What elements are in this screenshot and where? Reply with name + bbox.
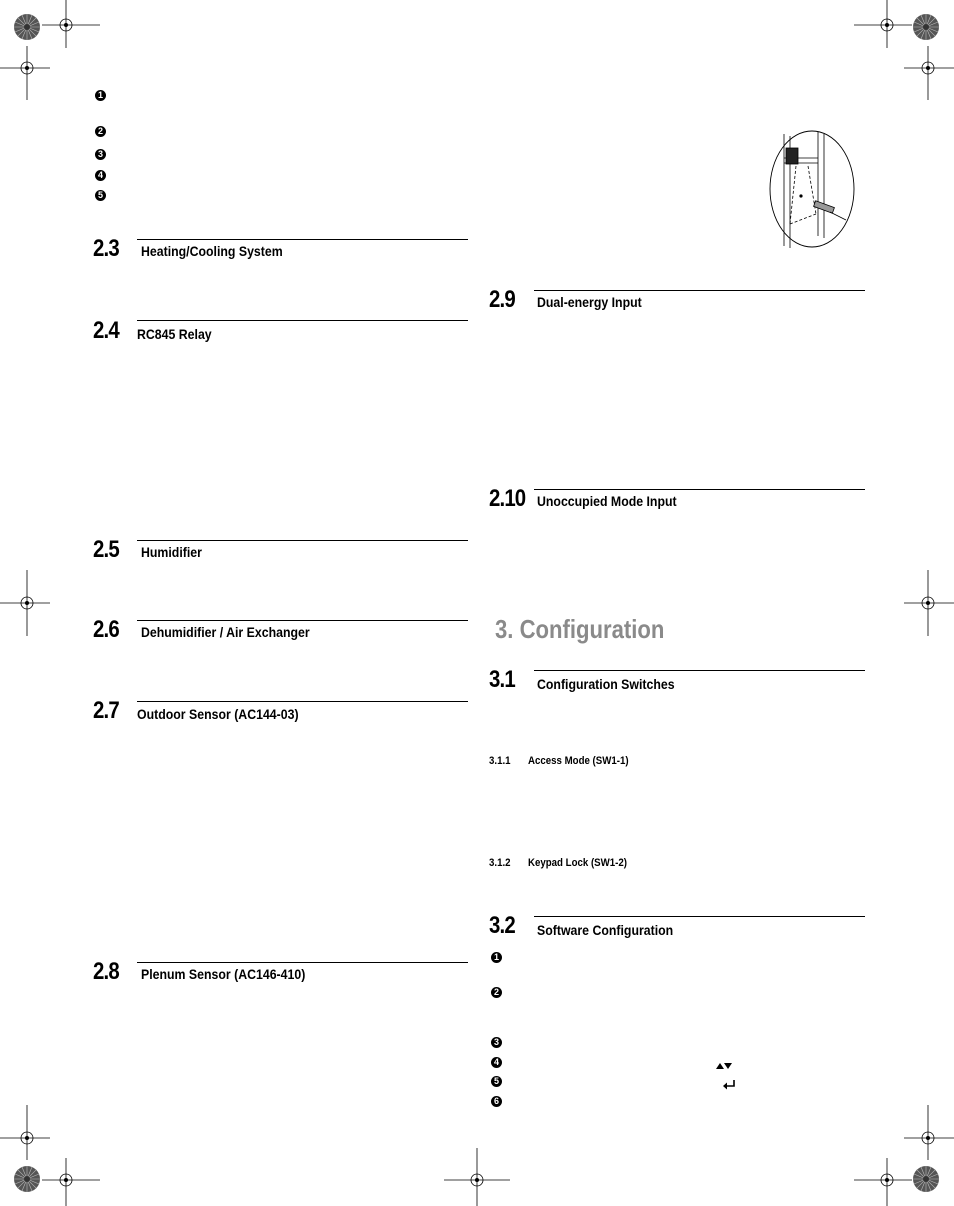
section-rule <box>137 320 468 321</box>
list-bullet: 3 <box>491 1037 502 1048</box>
subsection-title: Access Mode (SW1-1) <box>528 755 629 767</box>
section-number: 2.3 <box>93 235 119 262</box>
section-title: Plenum Sensor (AC146-410) <box>141 966 306 982</box>
section-rule <box>137 962 468 963</box>
list-bullet: 4 <box>95 170 106 181</box>
list-bullet: 5 <box>95 190 106 201</box>
section-title: Outdoor Sensor (AC144-03) <box>137 706 299 722</box>
section-rule <box>137 620 468 621</box>
section-title: Software Configuration <box>537 922 674 938</box>
list-bullet: 6 <box>491 1096 502 1107</box>
list-bullet: 2 <box>95 126 106 137</box>
chapter-title: 3. Configuration <box>495 614 665 644</box>
subsection-title: Keypad Lock (SW1-2) <box>528 857 627 869</box>
list-bullet: 1 <box>95 90 106 101</box>
section-title: Heating/Cooling System <box>141 243 283 259</box>
list-bullet: 2 <box>491 987 502 998</box>
list-bullet: 5 <box>491 1076 502 1087</box>
section-number: 2.4 <box>93 317 119 344</box>
section-title: Configuration Switches <box>537 676 675 692</box>
subsection-number: 3.1.1 <box>489 755 511 767</box>
section-number: 2.9 <box>489 286 515 313</box>
section-number: 2.10 <box>489 485 526 512</box>
section-number: 2.8 <box>93 958 119 985</box>
section-number: 2.7 <box>93 697 119 724</box>
list-bullet: 4 <box>491 1057 502 1068</box>
section-title: Humidifier <box>141 544 202 560</box>
section-rule <box>137 540 468 541</box>
list-bullet: 3 <box>95 149 106 160</box>
section-number: 2.6 <box>93 616 119 643</box>
subsection-number: 3.1.2 <box>489 857 511 869</box>
section-number: 3.2 <box>489 912 515 939</box>
section-rule <box>534 489 865 490</box>
section-title: RC845 Relay <box>137 326 212 342</box>
plenum-sensor-installation-illustration <box>768 128 858 250</box>
section-rule <box>534 670 865 671</box>
section-rule <box>137 701 468 702</box>
section-number: 2.5 <box>93 536 119 563</box>
section-title: Unoccupied Mode Input <box>537 493 677 509</box>
section-number: 3.1 <box>489 666 515 693</box>
enter-key-icon <box>722 1079 736 1090</box>
section-rule <box>534 916 865 917</box>
section-title: Dehumidifier / Air Exchanger <box>141 624 310 640</box>
section-rule <box>137 239 468 240</box>
list-bullet: 1 <box>491 952 502 963</box>
section-title: Dual-energy Input <box>537 294 642 310</box>
section-rule <box>534 290 865 291</box>
up-down-arrows-icon <box>715 1061 733 1071</box>
